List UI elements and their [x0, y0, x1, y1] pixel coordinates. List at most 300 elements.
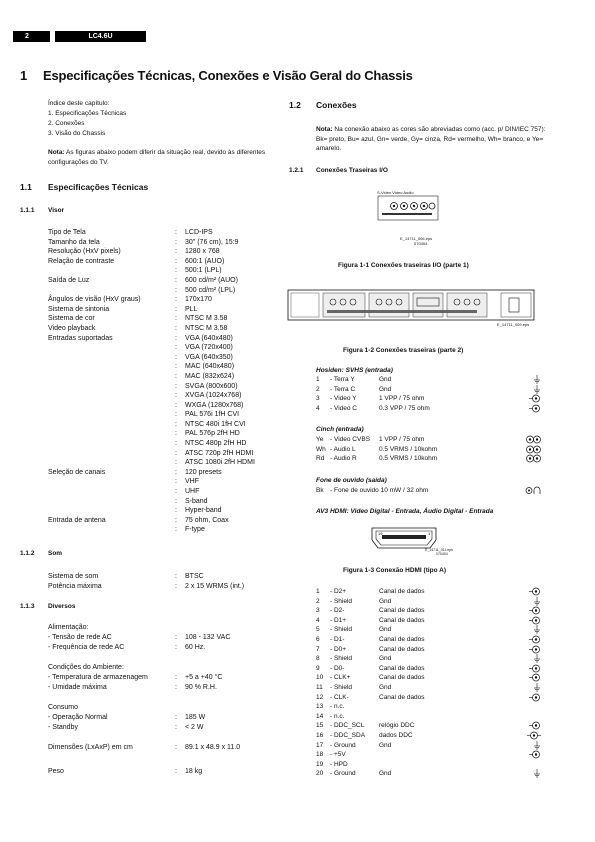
- spec-colon: :: [175, 526, 177, 534]
- section-1-1-title: Especificações Técnicas: [48, 182, 149, 192]
- spec-row: [48, 391, 298, 401]
- spec-row: [48, 683, 298, 693]
- pin-number: 13: [316, 703, 324, 711]
- bidir-icon: [525, 731, 541, 741]
- svg-text:19: 19: [378, 531, 383, 536]
- pin-name: - D2+: [330, 588, 347, 595]
- spec-value: F-type: [185, 526, 205, 534]
- section-1-2-number: 1.2: [289, 100, 301, 110]
- pin-description: Canal de dados: [379, 674, 425, 682]
- pin-number: 2: [316, 597, 320, 605]
- pin-number: 8: [316, 655, 320, 663]
- pin-row: [316, 404, 541, 414]
- pin-description: Gnd: [379, 770, 392, 778]
- input-icon: [525, 750, 541, 760]
- pin-row: [316, 654, 541, 664]
- ground-icon: [525, 741, 541, 751]
- pin-number: 18: [316, 751, 324, 759]
- spec-label: - Umidade máxima: [48, 683, 107, 691]
- env-specs-table: [48, 673, 298, 692]
- pin-number: 20: [316, 770, 324, 778]
- phones-title: Fone de ouvido (saída): [316, 477, 387, 484]
- spec-row: [48, 343, 298, 353]
- spec-row: [48, 477, 298, 487]
- spec-row: [48, 382, 298, 392]
- spec-label: Potência máxima: [48, 582, 102, 590]
- pin-name: - Terra Y: [330, 376, 355, 383]
- spec-value: 120 presets: [185, 468, 222, 476]
- pin-name: - D0+: [330, 645, 347, 653]
- spec-row: [48, 449, 298, 459]
- spec-row: [48, 286, 298, 296]
- spec-row: [48, 238, 298, 248]
- pin-description: Gnd: [379, 655, 392, 663]
- pin-number: 5: [316, 626, 320, 634]
- index-note: Nota: As figuras abaixo podem diferir da situação real, devido às diferentes configurações do TV.: [48, 149, 266, 166]
- pin-number: 4: [316, 616, 320, 624]
- figure-1-2-caption: Figura 1-2 Conexões traseiras (parte 2): [343, 347, 464, 354]
- pin-row: [316, 702, 541, 712]
- spec-row: [48, 353, 298, 363]
- pin-description: Canal de dados: [379, 607, 425, 615]
- spec-colon: :: [175, 683, 177, 691]
- pin-row: [316, 587, 541, 597]
- pin-name: - HPD: [330, 760, 348, 768]
- pin-name: - CLK+: [330, 674, 351, 682]
- pin-row: [316, 597, 541, 607]
- pin-description: Canal de dados: [379, 635, 425, 643]
- pin-description: Gnd: [379, 683, 392, 691]
- spec-value: PAL 576p 2fH HD: [185, 430, 240, 438]
- pin-name: - D1-: [330, 635, 345, 643]
- spec-label: Sistema de som: [48, 573, 99, 580]
- pin-number: 14: [316, 712, 324, 720]
- spec-value: 600:1 (AUO): [185, 257, 225, 265]
- pin-number: 3: [316, 395, 320, 403]
- pin-row: [316, 486, 541, 496]
- spec-colon: :: [175, 305, 177, 313]
- pin-number: 10: [316, 674, 324, 682]
- spec-value: NTSC M 3.58: [185, 324, 228, 332]
- spec-value: VGA (640x480): [185, 334, 233, 342]
- spec-value: VGA (720x400): [185, 344, 233, 352]
- spec-value: BTSC: [185, 573, 204, 580]
- spec-row: [48, 334, 298, 344]
- spec-value: PAL 576i 1fH CVI: [185, 411, 240, 419]
- pin-name: - CLK-: [330, 693, 349, 701]
- pin-row: [316, 645, 541, 655]
- phones-table: [316, 486, 541, 496]
- pin-number: 6: [316, 635, 320, 643]
- pin-row: [316, 394, 541, 404]
- spec-value: PLL: [185, 305, 198, 313]
- pin-row: [316, 673, 541, 683]
- pin-row: [316, 693, 541, 703]
- spec-value: Hyper-band: [185, 507, 222, 515]
- input-icon: [525, 606, 541, 616]
- spec-value: +5 a +40 °C: [185, 674, 223, 681]
- pin-row: [316, 375, 541, 385]
- pin-number: 4: [316, 404, 320, 412]
- spec-value: 500 cd/m² (LPL): [185, 286, 236, 294]
- spec-colon: :: [175, 674, 177, 681]
- spec-value: 600 cd/m² (AUO): [185, 276, 238, 284]
- double-input-icon: [525, 454, 541, 464]
- spec-row: [48, 305, 298, 315]
- pin-row: [316, 606, 541, 616]
- connections-note: Nota: Na conexão abaixo as cores são abreviadas como (acc. p/ DIN/IEC 757): Bk= preto, Bu= azul, Gn= verde, Gy= cinza, Rd= vermelho, Wh= branco, e Ye= amarelo.: [316, 126, 546, 153]
- pin-name: - Video C: [330, 404, 357, 412]
- spec-colon: :: [175, 430, 177, 438]
- pin-name: - n.c.: [330, 712, 345, 720]
- spec-colon: :: [175, 411, 177, 419]
- spec-value: 60 Hz.: [185, 643, 206, 651]
- spec-row: [48, 643, 298, 653]
- pin-name: - Shield: [330, 655, 353, 663]
- pin-name: - Terra C: [330, 385, 356, 393]
- spec-value: VHF: [185, 478, 199, 486]
- pin-description: 1 VPP / 75 ohm: [379, 395, 425, 403]
- spec-colon: :: [175, 372, 177, 380]
- spec-label: Entrada de antena: [48, 516, 106, 524]
- section-1-1-3-number: 1.1.3: [20, 603, 35, 610]
- spec-label: - Frequência de rede AC: [48, 643, 125, 651]
- rear-io-figure-1-labels: S-Video Video Audio: [377, 190, 414, 195]
- pin-name: - Audio L: [330, 445, 356, 453]
- dimensions-row: Dimensões (LxAxP) em cm : 89.1 x 48.9 x 11.0: [48, 744, 241, 751]
- spec-colon: :: [175, 643, 177, 651]
- input-icon: [525, 645, 541, 655]
- spec-value: UHF: [185, 488, 200, 496]
- input-icon: [525, 693, 541, 703]
- spec-colon: :: [175, 267, 177, 275]
- figure-1-3-caption: Figura 1-3 Conexão HDMI (tipo A): [343, 567, 447, 574]
- spec-value: 1280 x 768: [185, 248, 220, 256]
- cinch-title: Cinch (entrada): [316, 426, 364, 433]
- pin-description: relógio DDC: [379, 722, 415, 730]
- spec-value: WXGA (1280x768): [185, 401, 244, 409]
- spec-label: Seleção de canais: [48, 468, 106, 476]
- ground-icon: [525, 654, 541, 664]
- pin-row: [316, 683, 541, 693]
- power-specs-table: [48, 633, 298, 652]
- spec-row: [48, 372, 298, 382]
- chapter-title: Especificações Técnicas, Conexões e Visão Geral do Chassis: [43, 68, 413, 83]
- section-1-1-number: 1.1: [20, 182, 32, 192]
- spec-label: - Tensão de rede AC: [48, 634, 112, 641]
- pin-description: Gnd: [379, 626, 392, 634]
- pin-row: [316, 616, 541, 626]
- pin-number: 7: [316, 645, 320, 653]
- spec-value: LCD-IPS: [185, 229, 213, 236]
- spec-row: [48, 420, 298, 430]
- input-icon: [525, 721, 541, 731]
- spec-row: [48, 673, 298, 683]
- pin-name: - Ground: [330, 741, 356, 749]
- pin-number: 2: [316, 385, 320, 393]
- figure-1-1-caption: Figura 1-1 Conexões traseiras I/O (parte 1): [338, 262, 469, 269]
- spec-colon: :: [175, 238, 177, 246]
- spec-label: - Standby: [48, 723, 78, 731]
- pin-row: [316, 769, 541, 779]
- hdmi-figure-date: 070404: [436, 552, 448, 556]
- spec-label: Sistema de cor: [48, 315, 95, 323]
- svhs-title: Hosiden: SVHS (entrada): [316, 367, 393, 374]
- spec-label: Ângulos de visão (HxV graus): [48, 296, 141, 304]
- input-icon: [525, 635, 541, 645]
- spec-row: [48, 458, 298, 468]
- spec-colon: :: [175, 334, 177, 342]
- spec-value: NTSC 480i 1fH CVI: [185, 420, 246, 428]
- pin-number: 1: [316, 376, 320, 383]
- spec-colon: :: [175, 440, 177, 448]
- pin-description: 0.3 VPP / 75 ohm: [379, 404, 430, 412]
- pin-name: - Shield: [330, 683, 353, 691]
- pin-row: [316, 625, 541, 635]
- spec-value: 90 % R.H.: [185, 683, 217, 691]
- input-icon: [525, 587, 541, 597]
- pin-number: Wh: [316, 445, 326, 453]
- spec-value: ATSC 1080i 2fH HDMI: [185, 459, 255, 467]
- spec-row: [48, 228, 298, 238]
- spec-row: [48, 401, 298, 411]
- spec-value: 2 x 15 WRMS (int.): [185, 582, 245, 590]
- ground-icon: [525, 385, 541, 395]
- pin-description: Canal de dados: [379, 693, 425, 701]
- section-1-2-title: Conexões: [316, 100, 357, 110]
- pin-description: Canal de dados: [379, 645, 425, 653]
- env-title: Condições do Ambiente:: [48, 664, 124, 671]
- pin-name: - Ground: [330, 770, 356, 778]
- spec-row: [48, 572, 298, 582]
- spec-colon: :: [175, 468, 177, 476]
- pin-description: Gnd: [379, 741, 392, 749]
- spec-row: [48, 468, 298, 478]
- spec-colon: :: [175, 488, 177, 496]
- index-item: 1. Especificações Técnicas: [48, 110, 127, 117]
- spec-value: MAC (832x624): [185, 372, 235, 380]
- pin-number: 11: [316, 683, 323, 691]
- spec-row: [48, 276, 298, 286]
- svhs-table: [316, 375, 541, 413]
- input-icon: [525, 673, 541, 683]
- spec-colon: :: [175, 401, 177, 409]
- ground-icon: [525, 769, 541, 779]
- spec-row: [48, 314, 298, 324]
- pin-number: 12: [316, 693, 324, 701]
- spec-colon: :: [175, 582, 177, 590]
- spec-value: 185 W: [185, 714, 206, 721]
- section-1-2-1-title: Conexões Traseiras I/O: [316, 167, 388, 174]
- spec-colon: :: [175, 507, 177, 515]
- pin-name: - DDC_SDA: [330, 731, 366, 739]
- spec-colon: :: [175, 449, 177, 457]
- power-title: Alimentação:: [48, 624, 89, 631]
- pin-description: 0.5 VRMS / 10kohm: [379, 445, 438, 453]
- hdmi-title: AV3 HDMI: Video Digital - Entrada, Áudio Digital - Entrada: [316, 508, 494, 515]
- spec-label: Saída de Luz: [48, 276, 90, 284]
- model-label: LC4.6U: [55, 31, 146, 42]
- spec-colon: :: [175, 276, 177, 284]
- pin-name: - Video CVBS: [330, 436, 370, 443]
- sound-specs-table: [48, 572, 298, 591]
- pin-description: Gnd: [379, 376, 392, 383]
- pin-number: 1: [316, 588, 320, 595]
- spec-colon: :: [175, 459, 177, 467]
- pin-row: [316, 721, 541, 731]
- pin-row: [316, 741, 541, 751]
- spec-label: - Temperatura de armazenagem: [48, 674, 148, 681]
- spec-colon: :: [175, 723, 177, 731]
- spec-colon: :: [175, 382, 177, 390]
- spec-row: [48, 516, 298, 526]
- svg-text:1: 1: [428, 531, 431, 536]
- weight-row: Peso : 18 kg: [48, 768, 203, 775]
- headphone-icon: [525, 486, 541, 496]
- section-1-1-2-number: 1.1.2: [20, 550, 35, 557]
- pin-name: - Fone de ouvido 10 mW / 32 ohm: [330, 487, 429, 494]
- spec-label: Tamanho da tela: [48, 238, 100, 246]
- spec-colon: :: [175, 353, 177, 361]
- spec-label: - Operação Normal: [48, 714, 108, 721]
- spec-row: [48, 295, 298, 305]
- spec-value: NTSC M 3.58: [185, 315, 228, 323]
- pin-name: - DDC_SCL: [330, 722, 365, 730]
- spec-row: [48, 362, 298, 372]
- spec-row: [48, 582, 298, 592]
- spec-row: [48, 439, 298, 449]
- pin-description: 1 VPP / 75 ohm: [379, 436, 425, 443]
- pin-description: Gnd: [379, 597, 392, 605]
- pin-description: Gnd: [379, 385, 392, 393]
- cinch-table: [316, 435, 541, 464]
- spec-colon: :: [175, 714, 177, 721]
- display-specs-table: [48, 228, 298, 535]
- spec-row: [48, 487, 298, 497]
- pin-name: - D2-: [330, 607, 345, 615]
- spec-colon: :: [175, 296, 177, 304]
- spec-colon: :: [175, 516, 177, 524]
- pin-description: Canal de dados: [379, 616, 425, 624]
- spec-label: Tipo de Tela: [48, 229, 86, 236]
- pin-name: - Video Y: [330, 395, 357, 403]
- spec-value: 75 ohm, Coax: [185, 516, 229, 524]
- consumption-specs-table: [48, 713, 298, 732]
- pin-description: dados DDC: [379, 731, 413, 739]
- pin-description: Canal de dados: [379, 664, 425, 672]
- spec-label: Sistema de sintonia: [48, 305, 110, 313]
- pin-number: Bk: [316, 487, 324, 494]
- pin-row: [316, 454, 541, 464]
- spec-label: Video playback: [48, 324, 96, 332]
- index-intro: Índice deste capítulo:: [48, 100, 110, 107]
- spec-value: ATSC 720p 2fH HDMI: [185, 449, 254, 457]
- spec-colon: :: [175, 344, 177, 352]
- spec-colon: :: [175, 363, 177, 371]
- spec-row: [48, 506, 298, 516]
- pin-name: - D1+: [330, 616, 347, 624]
- section-1-1-1-title: Visor: [48, 207, 65, 214]
- rear-io-figure-2-code: E_14711_009.eps: [497, 322, 530, 327]
- pin-number: 3: [316, 607, 320, 615]
- spec-row: [48, 633, 298, 643]
- spec-value: 108 - 132 VAC: [185, 634, 231, 641]
- spec-colon: :: [175, 634, 177, 641]
- spec-colon: :: [175, 478, 177, 486]
- pin-name: - Shield: [330, 626, 353, 634]
- spec-row: [48, 266, 298, 276]
- spec-colon: :: [175, 229, 177, 236]
- input-icon: [525, 404, 541, 414]
- pin-number: 15: [316, 722, 324, 730]
- spec-row: [48, 324, 298, 334]
- section-1-2-1-number: 1.2.1: [289, 167, 304, 174]
- input-icon: [525, 394, 541, 404]
- pin-number: 9: [316, 664, 320, 672]
- spec-row: [48, 410, 298, 420]
- spec-value: XVGA (1024x768): [185, 392, 242, 400]
- pin-name: - D0-: [330, 664, 345, 672]
- ground-icon: [525, 683, 541, 693]
- pin-description: Canal de dados: [379, 588, 425, 595]
- spec-value: VGA (640x350): [185, 353, 233, 361]
- spec-colon: :: [175, 315, 177, 323]
- spec-row: [48, 257, 298, 267]
- consumption-title: Consumo: [48, 704, 78, 711]
- spec-value: 500:1 (LPL): [185, 267, 222, 275]
- input-icon: [525, 664, 541, 674]
- pin-description: 0.5 VRMS / 10kohm: [379, 455, 438, 463]
- pin-number: Ye: [316, 436, 324, 443]
- page-number: 2: [13, 31, 50, 42]
- spec-value: 170x170: [185, 296, 212, 304]
- spec-row: [48, 525, 298, 535]
- spec-colon: :: [175, 392, 177, 400]
- spec-value: SVGA (800x600): [185, 382, 238, 390]
- spec-value: S-band: [185, 497, 208, 505]
- ground-icon: [525, 375, 541, 385]
- pin-row: [316, 445, 541, 455]
- spec-colon: :: [175, 420, 177, 428]
- pin-number: 19: [316, 760, 324, 768]
- hdmi-pin-table: [316, 587, 541, 779]
- section-1-1-2-title: Som: [48, 550, 63, 557]
- chapter-number: 1: [20, 68, 28, 83]
- spec-colon: :: [175, 248, 177, 256]
- pin-row: [316, 712, 541, 722]
- pin-name: - +5V: [330, 751, 346, 759]
- pin-number: Rd: [316, 455, 325, 463]
- spec-label: Relação de contraste: [48, 257, 115, 265]
- spec-row: [48, 429, 298, 439]
- rear-io-figure-1-date: 070404: [414, 241, 428, 246]
- index-item: 3. Visão do Chassis: [48, 130, 106, 137]
- hdmi-figure-code: E_14711_011.eps: [425, 548, 453, 552]
- spec-colon: :: [175, 324, 177, 332]
- pin-number: 17: [316, 741, 324, 749]
- pin-name: - Audio R: [330, 455, 357, 463]
- pin-row: [316, 664, 541, 674]
- spec-colon: :: [175, 257, 177, 265]
- spec-colon: :: [175, 497, 177, 505]
- pin-row: [316, 385, 541, 395]
- spec-row: [48, 723, 298, 733]
- ground-icon: [525, 625, 541, 635]
- spec-value: < 2 W: [185, 723, 204, 731]
- pin-row: [316, 750, 541, 760]
- pin-row: [316, 635, 541, 645]
- rear-io-figure-1-code: E_14711_006.eps: [400, 236, 433, 241]
